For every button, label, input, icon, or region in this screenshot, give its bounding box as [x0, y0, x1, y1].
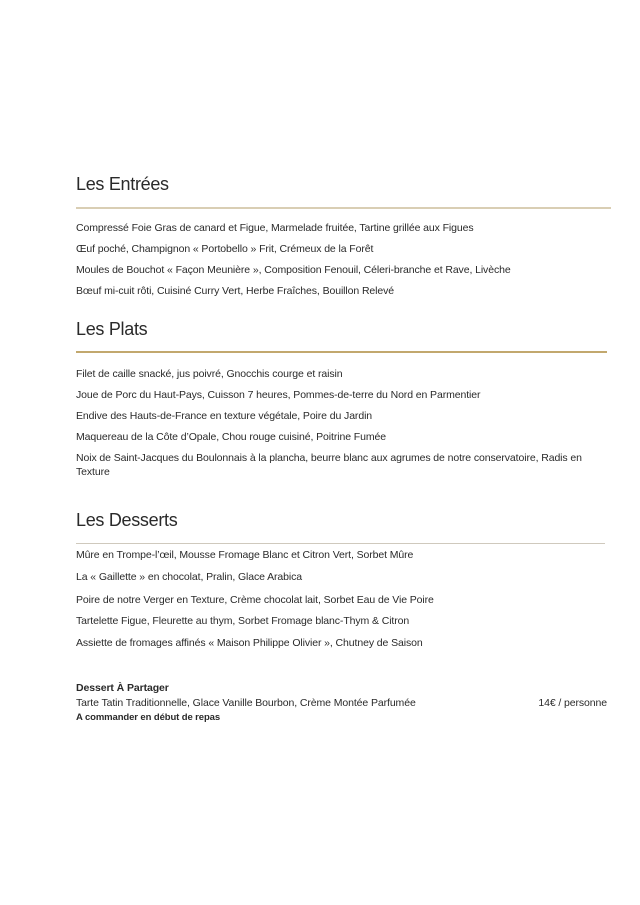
sharing-note: A commander en début de repas: [76, 712, 221, 723]
menu-item: Poire de notre Verger en Texture, Crème chocolat lait, Sorbet Eau de Vie Poire: [76, 594, 434, 606]
menu-item: Endive des Hauts-de-France en texture végétale, Poire du Jardin: [76, 410, 373, 422]
divider: [76, 351, 607, 353]
divider: [76, 543, 605, 544]
menu-item: Bœuf mi-cuit rôti, Cuisiné Curry Vert, Herbe Fraîches, Bouillon Relevé: [76, 285, 395, 297]
menu-item: Maquereau de la Côte d’Opale, Chou rouge cuisiné, Poitrine Fumée: [76, 431, 386, 443]
menu-item: Filet de caille snacké, jus poivré, Gnocchis courge et raisin: [76, 368, 343, 380]
menu-item: Noix de Saint-Jacques du Boulonnais à la plancha, beurre blanc aux agrumes de notre conservatoire, Radis en Texture: [76, 452, 582, 478]
sharing-price: 14€ / personne: [538, 697, 607, 709]
sharing-title: Dessert À Partager: [76, 682, 169, 694]
menu-item: Tartelette Figue, Fleurette au thym, Sorbet Fromage blanc-Thym & Citron: [76, 615, 410, 627]
section-title-desserts: Les Desserts: [76, 510, 178, 530]
menu-item: Compressé Foie Gras de canard et Figue, Marmelade fruitée, Tartine grillée aux Figues: [76, 222, 474, 234]
menu-item: Moules de Bouchot « Façon Meunière », Composition Fenouil, Céleri-branche et Rave, Livèche: [76, 264, 511, 276]
menu-item: Mûre en Trompe-l’œil, Mousse Fromage Blanc et Citron Vert, Sorbet Mûre: [76, 549, 414, 561]
section-title-entrees: Les Entrées: [76, 174, 169, 194]
section-title-plats: Les Plats: [76, 319, 148, 339]
menu-item: La « Gaillette » en chocolat, Pralin, Glace Arabica: [76, 571, 303, 583]
menu-item: Œuf poché, Champignon « Portobello » Frit, Crémeux de la Forêt: [76, 243, 374, 255]
menu-item: Assiette de fromages affinés « Maison Philippe Olivier », Chutney de Saison: [76, 637, 423, 649]
sharing-description: Tarte Tatin Traditionnelle, Glace Vanille Bourbon, Crème Montée Parfumée: [76, 697, 416, 709]
menu-item: Joue de Porc du Haut-Pays, Cuisson 7 heures, Pommes-de-terre du Nord en Parmentier: [76, 389, 481, 401]
divider: [76, 207, 611, 209]
